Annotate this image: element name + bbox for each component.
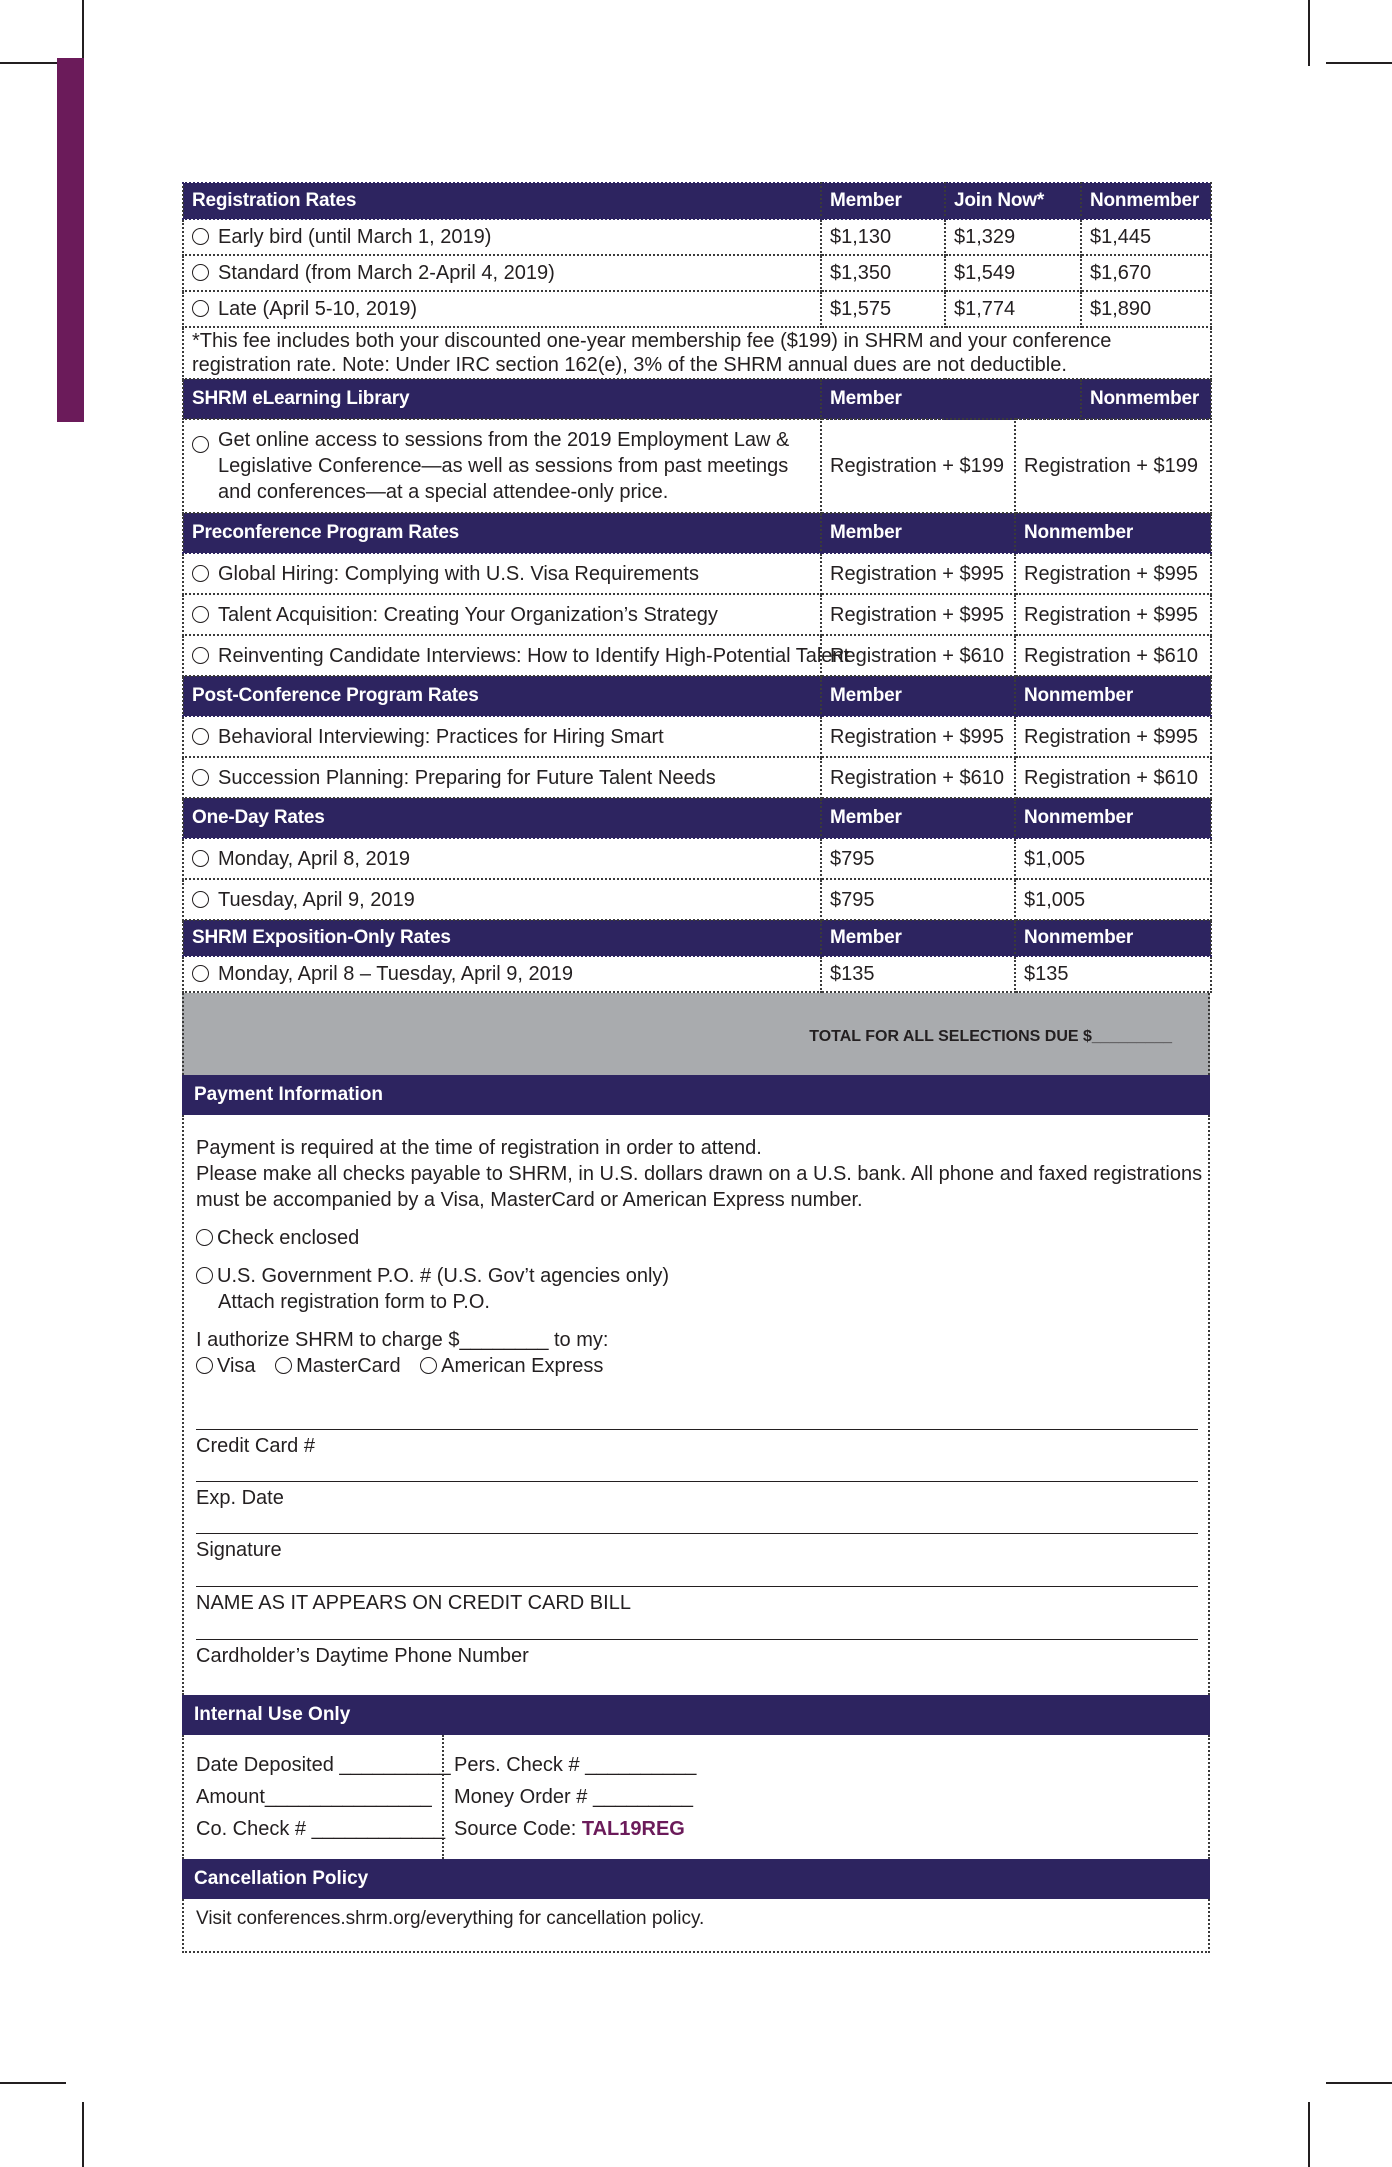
rate-label: Early bird (until March 1, 2019): [218, 226, 492, 248]
column-header-nonmember: Nonmember: [1015, 676, 1211, 716]
gov-po-option[interactable]: [196, 1263, 669, 1289]
postconference-header: [183, 676, 1211, 716]
day-label: Monday, April 8, 2019: [218, 847, 410, 870]
price-member: Registration + $610: [821, 757, 1015, 798]
elearning-option[interactable]: [183, 419, 821, 513]
table-row[interactable]: [183, 594, 1211, 635]
radio-button[interactable]: [192, 436, 209, 453]
section-title: One-Day Rates: [183, 798, 821, 838]
rates-table: [182, 182, 1212, 420]
expo-option[interactable]: [183, 956, 821, 992]
price-join-now: $1,329: [945, 219, 1081, 255]
registration-form: [182, 182, 1210, 1953]
radio-button[interactable]: [192, 300, 209, 317]
price-nonmember: $1,670: [1081, 255, 1211, 291]
crop-mark: [1308, 0, 1310, 66]
column-header-member: Member: [821, 920, 1015, 956]
visa-label: Visa: [217, 1355, 256, 1377]
price-nonmember: Registration + $995: [1015, 716, 1211, 757]
credit-card-line[interactable]: [196, 1429, 1198, 1430]
radio-button[interactable]: [192, 264, 209, 281]
radio-button[interactable]: [196, 1357, 213, 1374]
card-type-options: [196, 1353, 617, 1382]
table-row[interactable]: [183, 956, 1211, 992]
rate-option[interactable]: [183, 219, 821, 255]
cardholder-name-label: NAME AS IT APPEARS ON CREDIT CARD BILL: [196, 1592, 631, 1614]
radio-button[interactable]: [275, 1357, 292, 1374]
total-bar: [182, 993, 1210, 1075]
cardholder-name-line[interactable]: [196, 1586, 1198, 1587]
elearning-label: Get online access to sessions from the 2019 Employment Law & Legislative Conference—as well as sessions from past meetings and conferences—at a special attendee-only price.: [218, 429, 790, 503]
price-nonmember: Registration + $995: [1015, 553, 1211, 594]
rate-label: Late (April 5-10, 2019): [218, 298, 418, 320]
table-row[interactable]: [183, 838, 1211, 879]
table-row[interactable]: [183, 716, 1211, 757]
section-title: Registration Rates: [183, 183, 821, 219]
crop-mark: [1308, 2102, 1310, 2167]
price-nonmember: $1,005: [1015, 879, 1211, 920]
radio-button[interactable]: [192, 850, 209, 867]
payment-text-1: Payment is required at the time of registration in order to attend.: [196, 1137, 762, 1159]
price-nonmember: $1,445: [1081, 219, 1211, 255]
table-row[interactable]: [183, 219, 1211, 255]
price-nonmember: Registration + $199: [1015, 419, 1211, 513]
price-member: $795: [821, 838, 1015, 879]
gov-po-label: U.S. Government P.O. # (U.S. Gov’t agencies only): [217, 1265, 670, 1287]
radio-button[interactable]: [192, 606, 209, 623]
credit-card-label: Credit Card #: [196, 1435, 315, 1457]
payment-section: [182, 1115, 1210, 1695]
price-member: Registration + $995: [821, 553, 1015, 594]
table-row[interactable]: [183, 635, 1211, 676]
signature-line[interactable]: [196, 1533, 1198, 1534]
radio-button[interactable]: [196, 1267, 213, 1284]
table-row[interactable]: [183, 291, 1211, 327]
column-header-member: Member: [821, 513, 1015, 553]
column-header-nonmember: Nonmember: [1015, 513, 1211, 553]
price-nonmember: Registration + $610: [1015, 757, 1211, 798]
check-enclosed-option[interactable]: [196, 1225, 359, 1251]
program-option[interactable]: [183, 716, 821, 757]
cancellation-text: Visit conferences.shrm.org/everything for cancellation policy.: [182, 1899, 1210, 1953]
source-code-label: Source Code:: [454, 1818, 582, 1840]
amex-label: American Express: [441, 1355, 604, 1377]
crop-mark: [82, 0, 84, 66]
program-option[interactable]: [183, 635, 850, 676]
internal-right-column: [454, 1749, 696, 1845]
price-join-now: $1,549: [945, 255, 1081, 291]
column-header-member: Member: [821, 798, 1015, 838]
price-member: $1,350: [821, 255, 945, 291]
table-row[interactable]: [183, 879, 1211, 920]
column-header-nonmember: Nonmember: [1015, 798, 1211, 838]
program-option[interactable]: [183, 594, 821, 635]
program-option[interactable]: [183, 553, 821, 594]
oneday-header: [183, 798, 1211, 838]
table-row[interactable]: [183, 419, 1211, 513]
internal-use-section: [182, 1735, 1210, 1859]
table-row[interactable]: [183, 757, 1211, 798]
price-nonmember: Registration + $610: [1015, 635, 1211, 676]
check-enclosed-label: Check enclosed: [217, 1227, 360, 1249]
program-rates-table: [182, 418, 1212, 993]
exp-date-label: Exp. Date: [196, 1487, 284, 1509]
radio-button[interactable]: [192, 728, 209, 745]
section-title: Preconference Program Rates: [183, 513, 821, 553]
payment-text-2: Please make all checks payable to SHRM, in U.S. dollars drawn on a U.S. bank. All phone and faxed registrations: [196, 1163, 1203, 1185]
payment-text-3: must be accompanied by a Visa, MasterCard or American Express number.: [196, 1189, 863, 1211]
column-header-member: Member: [821, 676, 1015, 716]
column-header-nonmember: Nonmember: [1015, 920, 1211, 956]
source-code-value: TAL19REG: [581, 1818, 685, 1840]
price-join-now: $1,774: [945, 291, 1081, 327]
program-label: Reinventing Candidate Interviews: How to Identify High-Potential Talent: [218, 644, 850, 667]
column-header-member: Member: [821, 379, 1081, 419]
price-member: $1,575: [821, 291, 945, 327]
source-code-field: [454, 1813, 696, 1845]
price-member: $1,130: [821, 219, 945, 255]
radio-button[interactable]: [192, 228, 209, 245]
crop-mark: [1326, 2082, 1392, 2084]
authorize-charge-text[interactable]: I authorize SHRM to charge $________ to my:: [196, 1329, 609, 1351]
column-header-nonmember: Nonmember: [1081, 183, 1211, 219]
table-row[interactable]: [183, 255, 1211, 291]
radio-button[interactable]: [192, 647, 209, 664]
internal-header: Internal Use Only: [182, 1695, 1210, 1735]
crop-mark: [1326, 62, 1392, 64]
phone-line[interactable]: [196, 1639, 1198, 1640]
expo-label: Monday, April 8 – Tuesday, April 9, 2019: [218, 963, 574, 985]
radio-button[interactable]: [196, 1229, 213, 1246]
membership-footnote: *This fee includes both your discounted one-year membership fee ($199) in SHRM and your conference registration rate. Note: Under IRC section 162(e), 3% of the SHRM annual dues are not deductible.: [183, 327, 1211, 379]
phone-label: Cardholder’s Daytime Phone Number: [196, 1645, 529, 1667]
program-label: Succession Planning: Preparing for Future Talent Needs: [218, 766, 716, 789]
price-member: $795: [821, 879, 1015, 920]
program-label: Behavioral Interviewing: Practices for Hiring Smart: [218, 725, 664, 748]
price-member: Registration + $995: [821, 716, 1015, 757]
day-label: Tuesday, April 9, 2019: [218, 888, 415, 911]
radio-button[interactable]: [420, 1357, 437, 1374]
visa-option[interactable]: [196, 1353, 256, 1379]
expo-header: [183, 920, 1211, 956]
price-nonmember: Registration + $995: [1015, 594, 1211, 635]
table-row[interactable]: [183, 553, 1211, 594]
price-member: Registration + $199: [821, 419, 1015, 513]
brand-color-bar: [57, 58, 84, 422]
pers-check-field: Pers. Check # __________: [454, 1754, 697, 1776]
radio-button[interactable]: [192, 769, 209, 786]
date-deposited-field: Date Deposited __________: [196, 1754, 451, 1776]
rate-option[interactable]: [183, 291, 821, 327]
program-label: Global Hiring: Complying with U.S. Visa Requirements: [218, 562, 699, 585]
price-nonmember: $1,005: [1015, 838, 1211, 879]
program-label: Talent Acquisition: Creating Your Organization’s Strategy: [218, 603, 718, 626]
radio-button[interactable]: [192, 565, 209, 582]
column-header-member: Member: [821, 183, 945, 219]
amex-option[interactable]: [420, 1353, 603, 1379]
amount-field: Amount_______________: [196, 1786, 432, 1808]
section-title: SHRM eLearning Library: [183, 379, 821, 419]
payment-header: Payment Information: [182, 1075, 1210, 1115]
column-header-join-now: Join Now*: [945, 183, 1081, 219]
crop-mark: [0, 2082, 66, 2084]
total-due-label[interactable]: TOTAL FOR ALL SELECTIONS DUE $_________: [809, 1028, 1172, 1045]
internal-left-column: [196, 1749, 451, 1845]
price-nonmember: $1,890: [1081, 291, 1211, 327]
day-option[interactable]: [183, 838, 821, 879]
exp-date-line[interactable]: [196, 1481, 1198, 1482]
price-member: Registration + $610: [821, 635, 1015, 676]
signature-label: Signature: [196, 1539, 282, 1561]
program-option[interactable]: [183, 757, 821, 798]
radio-button[interactable]: [192, 965, 209, 982]
radio-button[interactable]: [192, 891, 209, 908]
mastercard-label: MasterCard: [296, 1355, 401, 1377]
gov-po-attach: Attach registration form to P.O.: [218, 1291, 490, 1313]
section-title: SHRM Exposition-Only Rates: [183, 920, 821, 956]
rate-label: Standard (from March 2-April 4, 2019): [218, 262, 555, 284]
rate-option[interactable]: [183, 255, 821, 291]
column-header-nonmember: Nonmember: [1081, 379, 1211, 419]
price-member: Registration + $995: [821, 594, 1015, 635]
day-option[interactable]: [183, 879, 821, 920]
section-title: Post-Conference Program Rates: [183, 676, 821, 716]
mastercard-option[interactable]: [275, 1353, 400, 1379]
elearning-header: [183, 379, 1211, 419]
cancellation-header: Cancellation Policy: [182, 1859, 1210, 1899]
co-check-field: Co. Check # ____________: [196, 1818, 446, 1840]
price-member: $135: [821, 956, 1015, 992]
crop-mark: [82, 2102, 84, 2167]
price-nonmember: $135: [1015, 956, 1211, 992]
registration-header: [183, 183, 1211, 219]
preconference-header: [183, 513, 1211, 553]
money-order-field: Money Order # _________: [454, 1786, 694, 1808]
footnote-row: [183, 327, 1211, 379]
